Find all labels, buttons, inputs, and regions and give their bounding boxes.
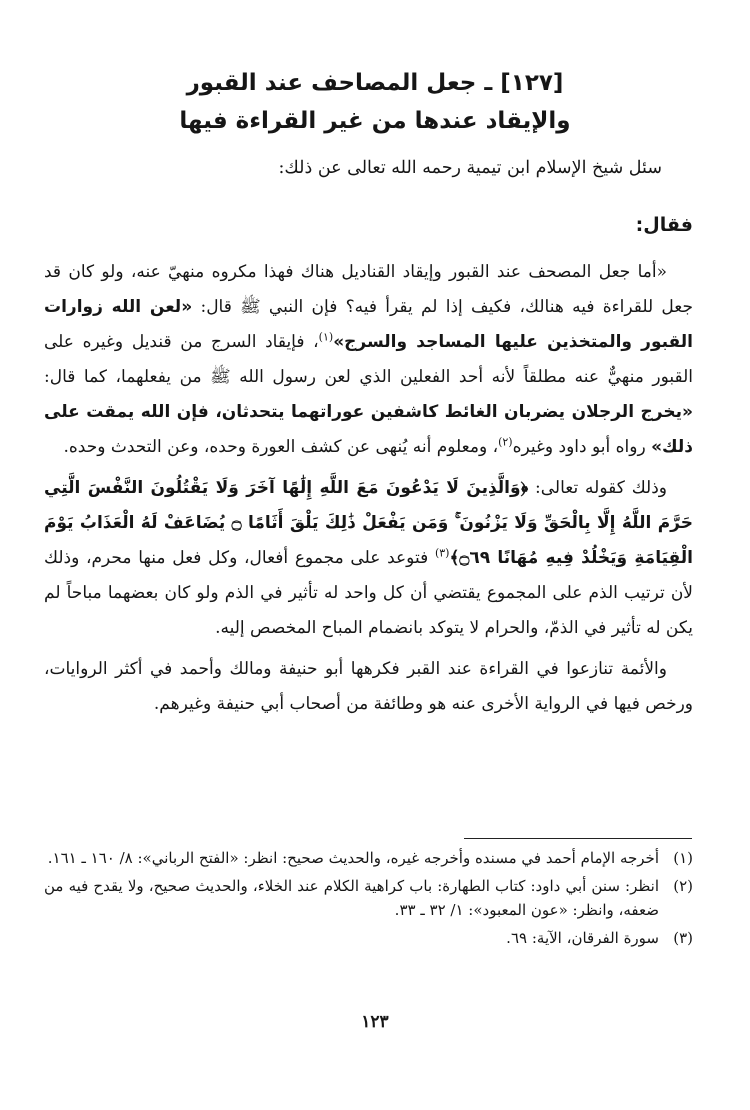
paragraph-2 bbox=[44, 471, 693, 646]
footnote-number: (١) bbox=[673, 849, 693, 867]
heading-line-2: والإيقاد عندها من غير القراءة فيها bbox=[179, 108, 571, 134]
footnote-text: أخرجه الإمام أحمد في مسنده وأخرجه غيره، والحديث صحيح: انظر: «الفتح الرباني»: ٨/ ١٦٠ ـ ١٦١. bbox=[47, 849, 659, 867]
quran-verse: ﴿وَالَّذِينَ لَا يَدْعُونَ مَعَ اللَّهِ إِلَٰهًا آخَرَ وَلَا يَقْتُلُونَ النَّفْسَ الَّتِي حَرَّمَ اللَّهُ إِلَّا بِالْحَقِّ وَلَا يَزْنُونَ ۚ وَمَن يَفْعَلْ ذَٰلِكَ يَلْقَ أَثَامًا ۝ يُضَاعَفْ لَهُ الْعَذَابُ يَوْمَ الْقِيَامَةِ وَيَخْلُدْ فِيهِ مُهَانًا ۝٦٩﴾ bbox=[44, 478, 693, 568]
hadith-quote-1: «لعن الله زوارات القبور والمتخذين عليها المساجد والسرج» bbox=[44, 297, 694, 352]
p1-text-c: ، فإيقاد السرج من قنديل وغيره على القبور منهيٌّ عنه مطلقاً لأنه أحد الفعلين الذي لعن رسول الله ﷺ من يفعلهما، كما قال: bbox=[44, 332, 693, 387]
p1-text-a: «أما جعل المصحف عند القبور وإيقاد القناديل هناك فهذا مكروه منهيّ عنه، ولو كان قد جعل للقراءة فيه هنالك، فكيف إذا لم يقرأ فيه؟ فإن النبي ﷺ قال: bbox=[44, 262, 694, 317]
footnote-ref-1: (١) bbox=[318, 330, 334, 344]
p2-text-a: وذلك كقوله تعالى: bbox=[528, 478, 667, 498]
question-intro: سئل شيخ الإسلام ابن تيمية رحمه الله تعالى عن ذلك: bbox=[278, 158, 662, 178]
footnote-text: سورة الفرقان، الآية: ٦٩. bbox=[506, 929, 659, 947]
hadith-quote-2: «يخرج الرجلان يضربان الغائط كاشفين عوراتهما يتحدثان، فإن الله يمقت على ذلك» bbox=[44, 402, 693, 457]
footnote-number: (٢) bbox=[673, 877, 693, 895]
footnote-1 bbox=[44, 846, 693, 870]
p2-text-b: فتوعد على مجموع أفعال، وكل فعل منها محرم، وذلك لأن ترتيب الذم على المجموع يقتضي أن كل واحد له تأثير في الذم ولو كان بعضهما مباحاً لم يكن له تأثير في الذمّ، والحرام لا يتوكد بانضمام المباح المخصص إليه. bbox=[44, 548, 693, 638]
paragraph-1 bbox=[44, 255, 693, 465]
footnote-divider bbox=[464, 838, 692, 839]
footnote-3 bbox=[44, 926, 693, 950]
section-heading bbox=[120, 64, 630, 140]
heading-line-1: [١٢٧] ـ جعل المصاحف عند القبور bbox=[186, 70, 564, 96]
footnote-ref-3: (٣) bbox=[434, 546, 450, 560]
footnote-2 bbox=[44, 874, 693, 922]
footnote-ref-2: (٢) bbox=[498, 435, 513, 449]
footnote-text: انظر: سنن أبي داود: كتاب الطهارة: باب كراهية الكلام عند الخلاء، والحديث صحيح، ولا يقدح فيه من ضعفه، وانظر: «عون المعبود»: ١/ ٣٢ ـ ٣٣. bbox=[44, 877, 659, 919]
page-number: ١٢٣ bbox=[361, 1012, 389, 1032]
footnote-number: (٣) bbox=[673, 929, 693, 947]
main-text bbox=[44, 255, 693, 722]
p1-text-f: ، ومعلوم أنه يُنهى عن كشف العورة وحده، وعن التحدث وحده. bbox=[63, 437, 499, 457]
footnotes bbox=[44, 846, 693, 954]
p1-text-e: رواه أبو داود وغيره bbox=[512, 437, 652, 457]
answer-label: فقال: bbox=[635, 214, 693, 236]
paragraph-3: والأئمة تنازعوا في القراءة عند القبر فكرهها أبو حنيفة ومالك وأحمد في أكثر الروايات، ورخص فيها في الرواية الأخرى عنه هو وطائفة من أصحاب أبي حنيفة وغيرهم. bbox=[44, 659, 693, 714]
